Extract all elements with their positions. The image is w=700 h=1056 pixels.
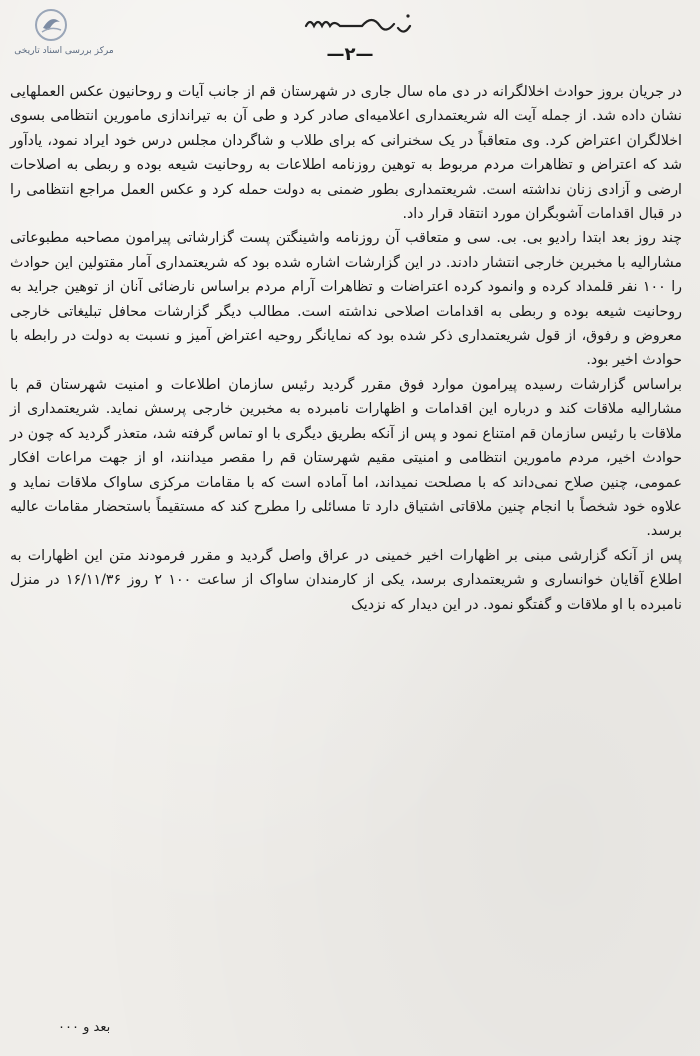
archive-emblem-icon xyxy=(34,8,68,42)
document-body xyxy=(10,80,682,617)
continuation-note: بعد و ۰۰۰ xyxy=(58,1020,111,1035)
archive-logo xyxy=(8,8,120,66)
paragraph-2: چند روز بعد ابتدا رادیو بی. بی. سی و متعاقب آن روزنامه واشینگتن پست گزارشاتی پیرامون مصاحبه مطبوعاتی مشارالیه با مخبرین خارجی انتشار دادند. در این گزارشات اشاره شده بود که شریعتمداری آمار مقتولین این حوادث را ۱۰۰ نفر قلمداد کرده و وانمود کرده اعتراضات و تظاهرات آرام مردم براساس نارضائی آنان از توهین جراید به روحانیت شیعه بوده و ربطی به اقدامات اصلاحی نداشته است. مطالب دیگر گزارشات محافل تبلیغاتی خارجی معروض و رفوق، از قول شریعتمداری ذکر شده بود که نمایانگر روحیه اعتراض آمیز و نسبت به دولت در رابطه با حوادث اخیر بود. xyxy=(10,230,682,369)
logo-caption: مرکز بررسی اسناد تاریخی xyxy=(14,46,114,56)
handwritten-classification-title xyxy=(300,6,420,40)
paragraph-3: براساس گزارشات رسیده پیرامون موارد فوق مقرر گردید رئیس سازمان اطلاعات و امنیت شهرستان قم با مشارالیه ملاقات کند و درباره این اقدامات و اظهارات نامبرده به مخبرین خارجی پرسش نماید. شریعتمداری از ملاقات با رئیس سازمان قم امتناع نمود و پس از آنکه بطریق دیگری با او تماس گرفته شد، متعذر گردید که چون در حوادث اخیر، مردم مامورین انتظامی و امنیتی مقیم شهرستان قم را مقصر میدانند، او از جهت مراعات افکار عمومی، چنین صلاح نمی‌داند که با مصلحت نمیداند، اما آماده است که با مقامات مرکزی ساواک ملاقات نماید و علاوه خود شخصاً با انجام چنین ملاقاتی اشتیاق دارد تا مسائلی را مطرح کند که مستقیماً باستحضار مقامات عالیه برسد. xyxy=(10,376,682,540)
paragraph-4: پس از آنکه گزارشی مبنی بر اظهارات اخیر خمینی در عراق واصل گردید و مقرر فرمودند متن این اظهارات به اطلاع آقایان خوانساری و شریعتمداری برسد، یکی از کارمندان ساواک از ساعت ۱۰۰ ۲ روز ۱۶/۱۱/۳۶ در منزل نامبرده با او ملاقات و گفتگو نمود. در این دیدار که نزدیک xyxy=(10,547,682,613)
page-number: —۲— xyxy=(326,44,374,65)
paragraph-1: در جریان بروز حوادث اخلالگرانه در دی ماه سال جاری در شهرستان قم از جانب آیات و روحانیون عکس العملهایی نشان داده شد. از جمله آیت اله شریعتمداری اعلامیه‌ای صادر کرد و طی آن به تیراندازی مامورین انتظامی بسوی اخلالگران اعتراض کرد. وی متعاقباً در یک سخنرانی که برای طلاب و شاگردان مجلس درس خود ایراد نمود، یادآور شد که اعتراض و تظاهرات مردم مربوط به توهین روزنامه اطلاعات به روحانیت شیعه بوده و ربطی به اصلاحات ارضی و آزادی زنان نداشته است. شریعتمداری بطور ضمنی به دولت حمله کرد و عکس العمل مراجع انتظامی را در قبال اقدامات آشوبگران مورد انتقاد قرار داد. xyxy=(10,84,682,223)
